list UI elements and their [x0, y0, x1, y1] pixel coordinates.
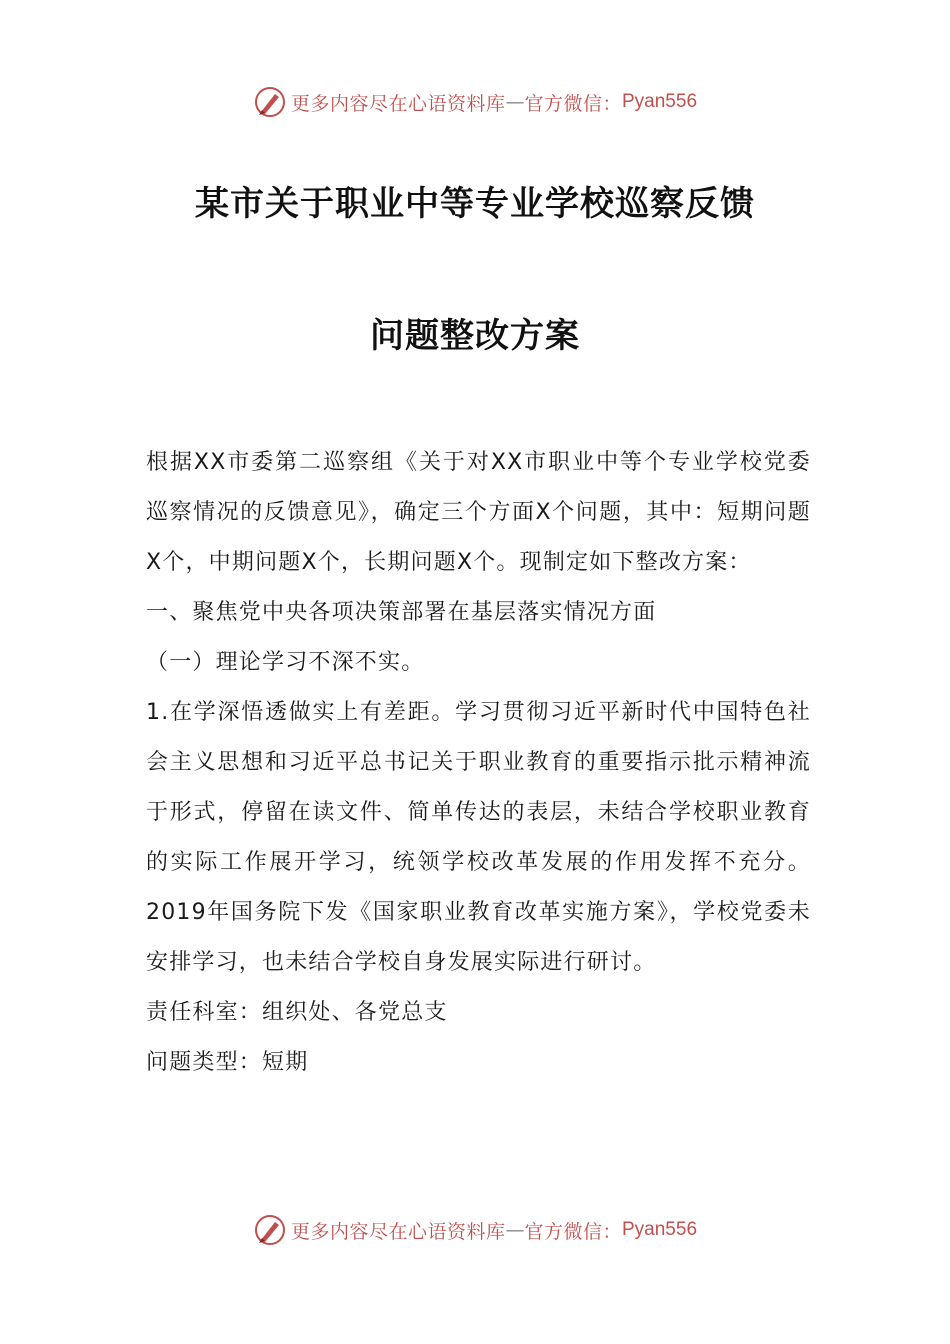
banner-text: 更多内容尽在心语资料库 — [290, 1220, 506, 1243]
banner-wechat-label: 官方微信： — [524, 92, 622, 115]
pen-logo-icon — [253, 1213, 287, 1247]
responsible-line: 责任科室：组织处、各党总支 — [146, 1000, 448, 1025]
banner-wechat-id: Pyan556 — [622, 1219, 698, 1240]
intro-paragraph: 根据XX市委第二巡察组《关于对XX市职业中等个专业学校党委巡察情况的反馈意见》，确定三个方面X个问题，其中：短期问题X个，中期问题X个，长期问题X个。现制定如下整改方案： — [146, 450, 811, 575]
document-title-line2: 问题整改方案 — [370, 316, 580, 356]
subsection-heading: （一）理论学习不深不实。 — [146, 650, 425, 675]
banner-text: 更多内容尽在心语资料库 — [290, 92, 506, 115]
item-paragraph: 1.在学深悟透做实上有差距。学习贯彻习近平新时代中国特色社会主义思想和习近平总书记关于职业教育的重要指示批示精神流于形式，停留在读文件、简单传达的表层，未结合学校职业教育的实际工作展开学习，统领学校改革发展的作用发挥不充分。2019年国务院下发《国家职业教育改革实施方案》，学校党委未安排学习，也未结合学校自身发展实际进行研讨。 — [146, 700, 811, 975]
banner-separator: — — [505, 1219, 525, 1241]
pen-logo-icon — [253, 85, 287, 119]
footer-banner — [0, 1210, 950, 1250]
section-heading: 一、聚焦党中央各项决策部署在基层落实情况方面 — [146, 600, 657, 625]
header-banner — [0, 82, 950, 122]
banner-wechat-label: 官方微信： — [524, 1220, 622, 1243]
document-title-line1: 某市关于职业中等专业学校巡察反馈 — [195, 184, 755, 224]
banner-separator: — — [505, 91, 525, 113]
banner-wechat-id: Pyan556 — [622, 91, 698, 112]
document-body — [146, 438, 811, 1088]
problem-type-line: 问题类型：短期 — [146, 1050, 309, 1075]
